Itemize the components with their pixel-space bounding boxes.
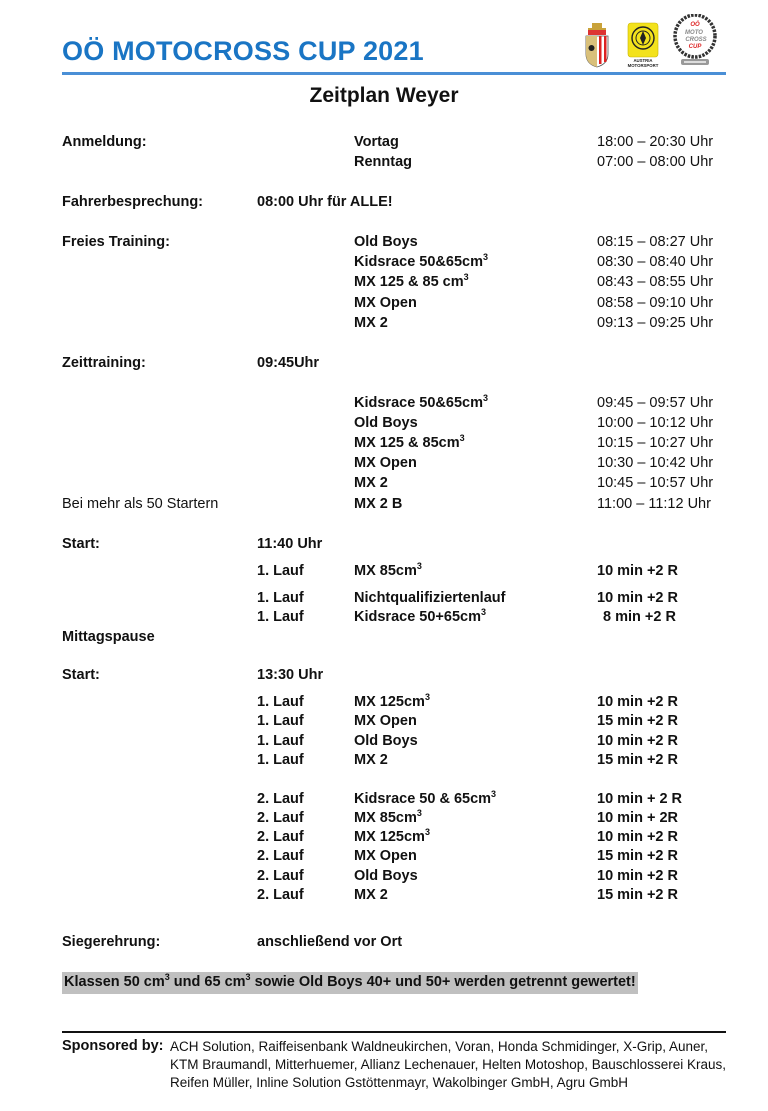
superscript: 3 bbox=[463, 272, 469, 282]
row-class bbox=[354, 395, 488, 411]
race-row bbox=[0, 590, 768, 610]
class-name: Old Boys bbox=[354, 733, 418, 749]
race-duration: 10 min +2 R bbox=[597, 563, 678, 579]
class-name: Old Boys bbox=[354, 415, 418, 431]
section-label: Freies Training: bbox=[62, 234, 170, 250]
document-title: OÖ MOTOCROSS CUP 2021 bbox=[62, 36, 424, 66]
sponsors-line: KTM Braumandl, Mitterhuemer, Allianz Lechenauer, Helten Motoshop, Bauschlosserei Kraus, bbox=[170, 1057, 727, 1072]
note-text: Klassen 50 cm bbox=[64, 974, 165, 990]
race-row bbox=[0, 810, 768, 830]
race-row bbox=[0, 829, 768, 849]
row-class bbox=[354, 868, 418, 884]
superscript: 3 bbox=[482, 252, 488, 262]
race-heat: 1. Lauf bbox=[257, 609, 304, 625]
row-time: 08:30 – 08:40 Uhr bbox=[597, 254, 714, 270]
race-row bbox=[0, 887, 768, 907]
note-text: sowie Old Boys 40+ und 50+ werden getrennt gewertet! bbox=[250, 974, 636, 990]
classification-note bbox=[62, 972, 638, 994]
row-time: 09:13 – 09:25 Uhr bbox=[597, 315, 714, 331]
row-time: 07:00 – 08:00 Uhr bbox=[597, 154, 714, 170]
row-class bbox=[354, 733, 418, 749]
row-class bbox=[354, 810, 422, 826]
section-label: Anmeldung: bbox=[62, 134, 147, 150]
class-name: MX 2 B bbox=[354, 496, 403, 512]
schedule-row bbox=[0, 274, 768, 294]
class-name: MX 125 & 85cm bbox=[354, 435, 460, 451]
svg-text:MOTO: MOTO bbox=[685, 30, 703, 36]
race-heat: 1. Lauf bbox=[257, 590, 304, 606]
superscript: 3 bbox=[164, 972, 170, 982]
schedule-row bbox=[0, 475, 768, 495]
section-label: Start: bbox=[62, 536, 100, 552]
row-class bbox=[354, 609, 486, 625]
superscript: 3 bbox=[459, 433, 465, 443]
class-name: MX 2 bbox=[354, 752, 388, 768]
row-time: 11:00 – 11:12 Uhr bbox=[597, 496, 711, 512]
class-name: MX 85cm bbox=[354, 563, 417, 579]
section-label: Mittagspause bbox=[62, 629, 155, 645]
race-row bbox=[0, 848, 768, 868]
race-row bbox=[0, 713, 768, 733]
schedule-row bbox=[0, 435, 768, 455]
class-name: Kidsrace 50&65cm bbox=[354, 254, 483, 270]
schedule-row bbox=[0, 934, 768, 954]
sponsors-line: ACH Solution, Raiffeisenbank Waldneukirchen, Voran, Honda Schmidinger, X-Grip, Auner, bbox=[170, 1039, 709, 1054]
row-class bbox=[354, 435, 465, 451]
superscript: 3 bbox=[424, 692, 430, 702]
race-duration: 15 min +2 R bbox=[597, 713, 678, 729]
race-heat: 2. Lauf bbox=[257, 887, 304, 903]
race-row bbox=[0, 868, 768, 888]
schedule-row bbox=[0, 234, 768, 254]
section-value: anschließend vor Ort bbox=[257, 934, 403, 950]
svg-text:CUP: CUP bbox=[688, 44, 702, 50]
row-class bbox=[354, 315, 388, 331]
race-heat: 2. Lauf bbox=[257, 868, 304, 884]
schedule-row bbox=[0, 536, 768, 556]
schedule-row bbox=[0, 395, 768, 415]
race-heat: 2. Lauf bbox=[257, 791, 304, 807]
section-value: 11:40 Uhr bbox=[257, 536, 323, 552]
row-class bbox=[354, 848, 417, 864]
race-duration: 10 min + 2 R bbox=[597, 791, 683, 807]
section-label: Siegerehrung: bbox=[62, 934, 161, 950]
row-class bbox=[354, 274, 469, 290]
schedule-row bbox=[0, 415, 768, 435]
class-name: Old Boys bbox=[354, 868, 418, 884]
schedule-row bbox=[0, 154, 768, 174]
row-time: 08:58 – 09:10 Uhr bbox=[597, 295, 714, 311]
race-row bbox=[0, 563, 768, 583]
superscript: 3 bbox=[482, 393, 488, 403]
race-duration: 10 min +2 R bbox=[597, 694, 678, 710]
schedule-row bbox=[0, 496, 768, 516]
row-note: Bei mehr als 50 Startern bbox=[62, 496, 219, 512]
row-class bbox=[354, 415, 418, 431]
class-name: MX 2 bbox=[354, 475, 388, 491]
schedule-row bbox=[0, 194, 768, 214]
section-label: Fahrerbesprechung: bbox=[62, 194, 203, 210]
sponsors-label: Sponsored by: bbox=[62, 1038, 164, 1054]
schedule-row bbox=[0, 315, 768, 335]
svg-text:CROSS: CROSS bbox=[685, 37, 707, 43]
svg-text:OÖ: OÖ bbox=[690, 22, 700, 28]
race-duration: 10 min +2 R bbox=[597, 829, 678, 845]
row-class bbox=[354, 752, 388, 768]
row-time: 10:30 – 10:42 Uhr bbox=[597, 455, 714, 471]
class-name: MX 2 bbox=[354, 315, 388, 331]
class-name: Kidsrace 50&65cm bbox=[354, 395, 483, 411]
document-subtitle: Zeitplan Weyer bbox=[309, 84, 459, 107]
row-class bbox=[354, 295, 417, 311]
class-name: MX Open bbox=[354, 713, 417, 729]
race-row bbox=[0, 694, 768, 714]
section-value: 13:30 Uhr bbox=[257, 667, 324, 683]
race-heat: 1. Lauf bbox=[257, 713, 304, 729]
row-time: 08:43 – 08:55 Uhr bbox=[597, 274, 714, 290]
race-heat: 2. Lauf bbox=[257, 848, 304, 864]
row-class bbox=[354, 713, 417, 729]
class-name: Old Boys bbox=[354, 234, 418, 250]
row-item: Renntag bbox=[354, 154, 412, 170]
race-row bbox=[0, 752, 768, 772]
row-class bbox=[354, 563, 422, 579]
race-heat: 1. Lauf bbox=[257, 752, 304, 768]
race-duration: 10 min +2 R bbox=[597, 868, 678, 884]
row-time: 08:15 – 08:27 Uhr bbox=[597, 234, 714, 250]
section-value: 09:45Uhr bbox=[257, 355, 320, 371]
svg-text:AUSTRIA: AUSTRIA bbox=[633, 58, 653, 63]
race-duration: 10 min + 2R bbox=[597, 810, 678, 826]
schedule-row bbox=[0, 355, 768, 375]
note-text: und 65 cm bbox=[169, 974, 246, 990]
schedule-row bbox=[0, 134, 768, 154]
row-class bbox=[354, 475, 388, 491]
section-label: Start: bbox=[62, 667, 100, 683]
row-class bbox=[354, 887, 388, 903]
schedule-row bbox=[0, 629, 768, 649]
race-heat: 1. Lauf bbox=[257, 733, 304, 749]
class-name: MX 125cm bbox=[354, 829, 425, 845]
class-name: MX Open bbox=[354, 848, 417, 864]
schedule-row bbox=[0, 667, 768, 687]
row-class bbox=[354, 791, 496, 807]
schedule-row bbox=[0, 455, 768, 475]
class-name: Kidsrace 50 & 65cm bbox=[354, 791, 492, 807]
superscript: 3 bbox=[480, 607, 486, 617]
upper-austria-coat-of-arms-logo bbox=[583, 22, 611, 68]
class-name: Nichtqualifiziertenlauf bbox=[354, 590, 506, 606]
oamtc-austria-motorsport-logo bbox=[627, 22, 659, 68]
race-heat: 1. Lauf bbox=[257, 694, 304, 710]
row-class bbox=[354, 254, 488, 270]
section-value: 08:00 Uhr für ALLE! bbox=[257, 194, 393, 210]
section-label: Zeittraining: bbox=[62, 355, 146, 371]
race-duration: 15 min +2 R bbox=[597, 887, 678, 903]
row-class bbox=[354, 455, 417, 471]
title-divider bbox=[62, 72, 726, 75]
superscript: 3 bbox=[491, 789, 497, 799]
superscript: 3 bbox=[416, 561, 422, 571]
superscript: 3 bbox=[416, 808, 422, 818]
schedule-row bbox=[0, 295, 768, 315]
svg-text:MOTORSPORT: MOTORSPORT bbox=[627, 63, 659, 68]
race-heat: 2. Lauf bbox=[257, 829, 304, 845]
row-class bbox=[354, 829, 430, 845]
race-duration: 15 min +2 R bbox=[597, 752, 678, 768]
row-class bbox=[354, 590, 505, 606]
row-class bbox=[354, 234, 418, 250]
class-name: MX 125cm bbox=[354, 694, 425, 710]
race-duration: 10 min +2 R bbox=[597, 733, 678, 749]
class-name: MX 85cm bbox=[354, 810, 417, 826]
superscript: 3 bbox=[245, 972, 251, 982]
class-name: MX 2 bbox=[354, 887, 388, 903]
row-time: 10:00 – 10:12 Uhr bbox=[597, 415, 714, 431]
race-duration: 8 min +2 R bbox=[603, 609, 676, 625]
race-row bbox=[0, 733, 768, 753]
race-row bbox=[0, 791, 768, 811]
race-row bbox=[0, 609, 768, 629]
footer-divider bbox=[62, 1031, 726, 1033]
class-name: MX Open bbox=[354, 295, 417, 311]
oo-motocross-cup-logo bbox=[673, 14, 717, 70]
class-name: MX 125 & 85 cm bbox=[354, 274, 464, 290]
race-heat: 1. Lauf bbox=[257, 563, 304, 579]
race-duration: 10 min +2 R bbox=[597, 590, 678, 606]
schedule-row bbox=[0, 254, 768, 274]
row-time: 18:00 – 20:30 Uhr bbox=[597, 134, 714, 150]
row-time: 10:15 – 10:27 Uhr bbox=[597, 435, 714, 451]
race-duration: 15 min +2 R bbox=[597, 848, 678, 864]
class-name: MX Open bbox=[354, 455, 417, 471]
class-name: Kidsrace 50+65cm bbox=[354, 609, 481, 625]
superscript: 3 bbox=[424, 827, 430, 837]
row-time: 10:45 – 10:57 Uhr bbox=[597, 475, 714, 491]
row-time: 09:45 – 09:57 Uhr bbox=[597, 395, 714, 411]
row-class bbox=[354, 496, 402, 512]
row-item: Vortag bbox=[354, 134, 399, 150]
sponsors-line: Reifen Müller, Inline Solution Gstöttenmayr, Wakolbinger GmbH, Agru GmbH bbox=[170, 1075, 628, 1090]
row-class bbox=[354, 694, 430, 710]
race-heat: 2. Lauf bbox=[257, 810, 304, 826]
